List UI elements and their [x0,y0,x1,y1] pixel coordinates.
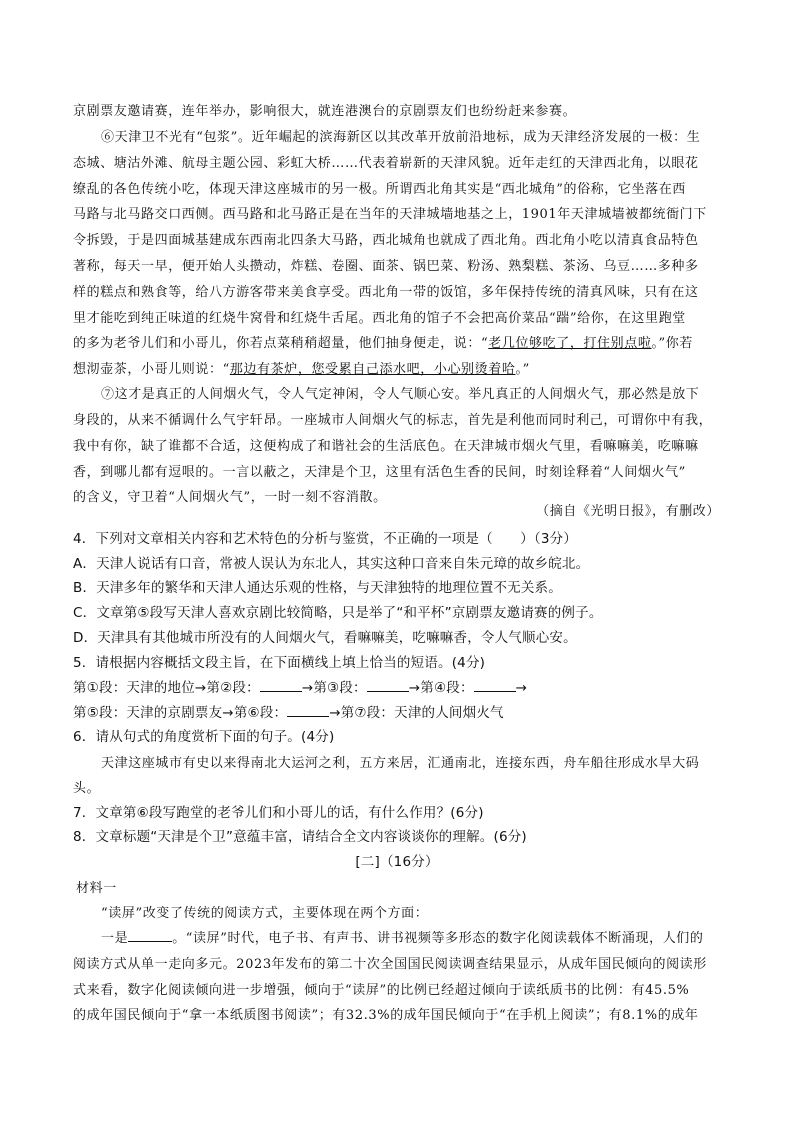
passage-line: ⑦这才是真正的人间烟火气，令人气定神闲，令人气顺心安。举凡真正的人间烟火气，那必然是放下 [101,387,700,402]
option-c: C．文章第⑤段写天津人喜欢京剧比较简略，只是举了“和平杯”京剧票友邀请赛的例子。 [73,605,603,621]
answer-blank[interactable] [287,704,329,717]
underlined-quote: 老几位够吃了，打住别点啦 [488,336,652,351]
passage-line: 的含义，守卫着“人间烟火气”，一时一刻不容消散。 [73,490,387,505]
passage-line: 令拆毁，于是四面城基建成东西南北四条大马路，西北城角也就成了西北角。西北角小吃以清真食品特色 [73,233,699,248]
passage-text: 。”你若 [651,336,693,351]
material-line: 式来看，数字化阅读倾向进一步增强，倾向于“读屏”的比例已经超过倾向于读纸质书的比例：有45.5% [73,983,690,998]
option-d: D．天津具有其他城市所没有的人间烟火气，看嘛嘛美，吃嘛嘛香，令人气顺心安。 [73,630,577,646]
source-note: （摘自《光明日报》，有删改） [536,504,720,519]
answer-blank[interactable] [128,929,172,942]
question-7: 7．文章第⑥段写跑堂的老爷儿们和小哥儿的话，有什么作用？(6分) [73,805,484,821]
passage-line: 身段的，从来不循调什么气宇轩昂。一座城市人间烟火气的标志，首先是利他而同时利己，可谓你中有我， [73,413,713,428]
q5-text: → [515,680,528,696]
passage-line [73,358,723,377]
material-line: 的成年国民倾向于“拿一本纸质图书阅读”；有32.3%的成年国民倾向于“在手机上阅读”；有8.1%的成年 [73,1008,699,1023]
passage-line: 里才能吃到纯正味道的红烧牛窝骨和红烧牛舌尾。西北角的馆子不会把高价菜品“踹”给你，在这里跑堂 [73,311,686,326]
passage-line: 香，到哪儿都有逗哏的。一言以蔽之，天津是个卫，这里有活色生香的民间，时刻诠释着“人间烟火气” [73,465,686,480]
question-5-line-2 [73,701,723,721]
passage-line: 马路与北马路交口西侧。西马路和北马路正是在当年的天津城墙地基之上，1901年天津城墙被都统衙门下 [73,207,707,222]
passage-line: ⑥天津卫不光有“包浆”。近年崛起的滨海新区以其改革开放前沿地标，成为天津经济发展的一极：生 [101,130,701,145]
answer-blank[interactable] [367,679,409,692]
quoted-sentence: 头。 [73,781,101,796]
material-line: 阅读方式从单一走向多元。2023年发布的第二十次全国国民阅读调查结果显示，从成年国民倾向的阅读形 [73,957,707,972]
passage-line: 缭乱的各色传统小吃，体现天津这座城市的另一极。所谓西北角其实是“西北城角”的俗称，它坐落在西 [73,182,686,197]
passage-line: 样的糕点和熟食等，给八方游客带来美食享受。西北角一带的饭馆，多年保持传统的清真风味，只有在这 [73,285,699,300]
passage-line: 我中有你，缺了谁都不合适，这便构成了和谐社会的生活底色。在天津城市烟火气里，看嘛嘛美，吃嘛嘛 [73,439,699,454]
option-b: B．天津多年的繁华和天津人通达乐观的性格，与天津独特的地理位置不无关系。 [73,580,562,596]
q5-text: 第①段：天津的地位→第②段： [73,680,260,696]
material-text: 一是 [101,931,129,946]
section-heading: [二]（16分） [355,854,439,870]
passage-text: 。” [515,362,530,377]
q5-text: 第⑤段：天津的京剧票友→第⑥段： [73,705,288,721]
q5-text: →第⑦段：天津的人间烟火气 [329,705,504,721]
material-line: “读屏”改变了传统的阅读方式，主要体现在两个方面： [101,906,429,921]
question-4: 4．下列对文章相关内容和艺术特色的分析与鉴赏，不正确的一项是（ ）（3分） [73,531,578,547]
passage-line [73,332,723,351]
passage-line: 著称，每天一早，便开始人头攒动，炸糕、卷圈、面茶、锅巴菜、粉汤、熟梨糕、茶汤、乌豆……多种多 [73,259,699,274]
quoted-sentence: 天津这座城市有史以来得南北大运河之利，五方来居，汇通南北，连接东西，舟车船往形成水旱大码 [101,756,700,771]
q5-text: →第④段： [408,680,474,696]
question-8: 8．文章标题“天津是个卫”意蕴丰富，请结合全文内容谈谈你的理解。(6分) [73,829,527,845]
answer-blank[interactable] [260,679,302,692]
passage-line: 态城、塘沽外滩、航母主题公园、彩虹大桥……代表着崭新的天津风貌。近年走红的天津西北角，以眼花 [73,156,699,171]
question-5: 5．请根据内容概括文段主旨，在下面横线上填上恰当的短语。(4分) [73,655,486,671]
passage-text: 想沏壶茶，小哥儿则说：“ [73,362,230,377]
passage-line: 京剧票友邀请赛，连年举办，影响很大，就连港澳台的京剧票友们也纷纷赶来参赛。 [73,104,577,119]
material-text: 。“读屏”时代，电子书、有声书、讲书视频等多形态的数字化阅读载体不断涌现，人们的 [172,931,704,946]
option-a: A．天津人说话有口音，常被人误认为东北人，其实这种口音来自朱元璋的故乡皖北。 [73,556,590,572]
answer-blank[interactable] [474,679,516,692]
material-line [101,927,723,946]
material-label: 材料一 [76,881,117,896]
question-5-line-1 [73,676,723,696]
question-6: 6．请从句式的角度赏析下面的句子。(4分) [73,729,335,745]
underlined-quote: 那边有茶炉，您受累自己添水吧，小心别烫着哈 [229,362,516,377]
q5-text: →第③段： [301,680,367,696]
passage-text: 的多为老爷儿们和小哥儿，你若点菜稍稍超量，他们抽身便走，说：“ [73,336,489,351]
